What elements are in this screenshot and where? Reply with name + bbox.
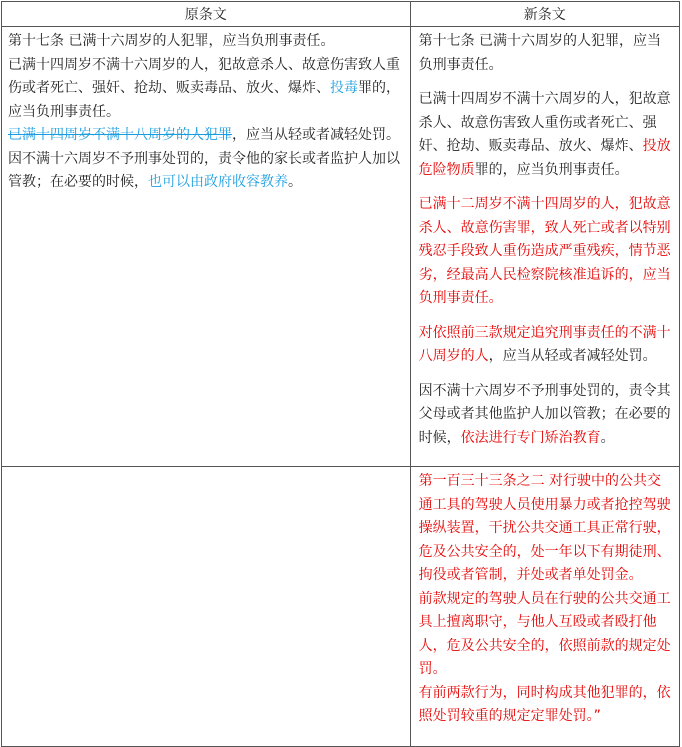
new-paragraph: 对依照前三款规定追究刑事责任的不满十八周岁的人，应当从轻或者减轻处罚。 (418, 324, 671, 364)
new-text-cell (410, 467, 679, 747)
added-paragraph: 有前两款行为，同时构成其他犯罪的，依照处罚较重的规定定罪处罚。” (418, 684, 671, 724)
header-new: 新条文 (410, 2, 679, 27)
added-paragraph: 第一百三十三条之二 对行驶中的公共交通工具的驾驶人员使用暴力或者抢控驾驶操纵装置，干扰公共交通工具正常行驶，危及公共安全的，处一年以下有期徒刑、拘役或者管制，并处或者单处罚金。 (418, 473, 671, 583)
old-text-cell (2, 27, 411, 467)
old-paragraph: 已满十四周岁不满十八周岁的人犯罪，应当从轻或者减轻处罚。 (8, 127, 400, 143)
added-text: 对依照前三款规定追究刑事责任的不满十八周岁的人 (418, 324, 671, 364)
new-paragraph: 第十七条 已满十六周岁的人犯罪，应当负刑事责任。 (418, 33, 662, 73)
old-paragraph: 第十七条 已满十六周岁的人犯罪，应当负刑事责任。 (8, 33, 335, 49)
deleted-text: 已满十四周岁不满十八周岁的人犯罪 (8, 127, 232, 143)
added-text: 依法进行专门矫治教育 (460, 429, 601, 446)
new-paragraph: 因不满十六周岁不予刑事处罚的，责令其父母或者其他监护人加以管教；在必要的时候，依法进行专门矫治教育。 (418, 382, 671, 446)
old-text-cell-empty (2, 467, 411, 747)
new-paragraph: 已满十四周岁不满十六周岁的人，犯故意杀人、故意伤害致人重伤或者死亡、强奸、抢劫、贩卖毒品、放火、爆炸、投放危险物质罪的，应当负刑事责任。 (418, 91, 671, 178)
comparison-table (1, 1, 680, 747)
table-row (2, 467, 680, 747)
header-old: 原条文 (2, 2, 411, 27)
modified-text: 也可以由政府收容教养 (148, 174, 288, 190)
table-row (2, 27, 680, 467)
added-paragraph: 已满十二周岁不满十四周岁的人，犯故意杀人、故意伤害罪，致人死亡或者以特别残忍手段致人重伤造成严重残疾，情节恶劣，经最高人民检察院核准追诉的，应当负刑事责任。 (418, 196, 671, 306)
old-paragraph: 已满十四周岁不满十六周岁的人，犯故意杀人、故意伤害致人重伤或者死亡、强奸、抢劫、贩卖毒品、放火、爆炸、投毒罪的，应当负刑事责任。 (8, 56, 400, 120)
new-text-cell (410, 27, 679, 467)
added-paragraph: 前款规定的驾驶人员在行驶的公共交通工具上擅离职守，与他人互殴或者殴打他人，危及公共安全的，依照前款的规定处罚。 (418, 590, 671, 677)
modified-text: 投毒 (330, 80, 358, 96)
added-text: 投放危险物质 (418, 138, 671, 178)
old-paragraph: 因不满十六周岁不予刑事处罚的，责令他的家长或者监护人加以管教；在必要的时候，也可以由政府收容教养。 (8, 150, 400, 190)
header-row (2, 2, 680, 27)
